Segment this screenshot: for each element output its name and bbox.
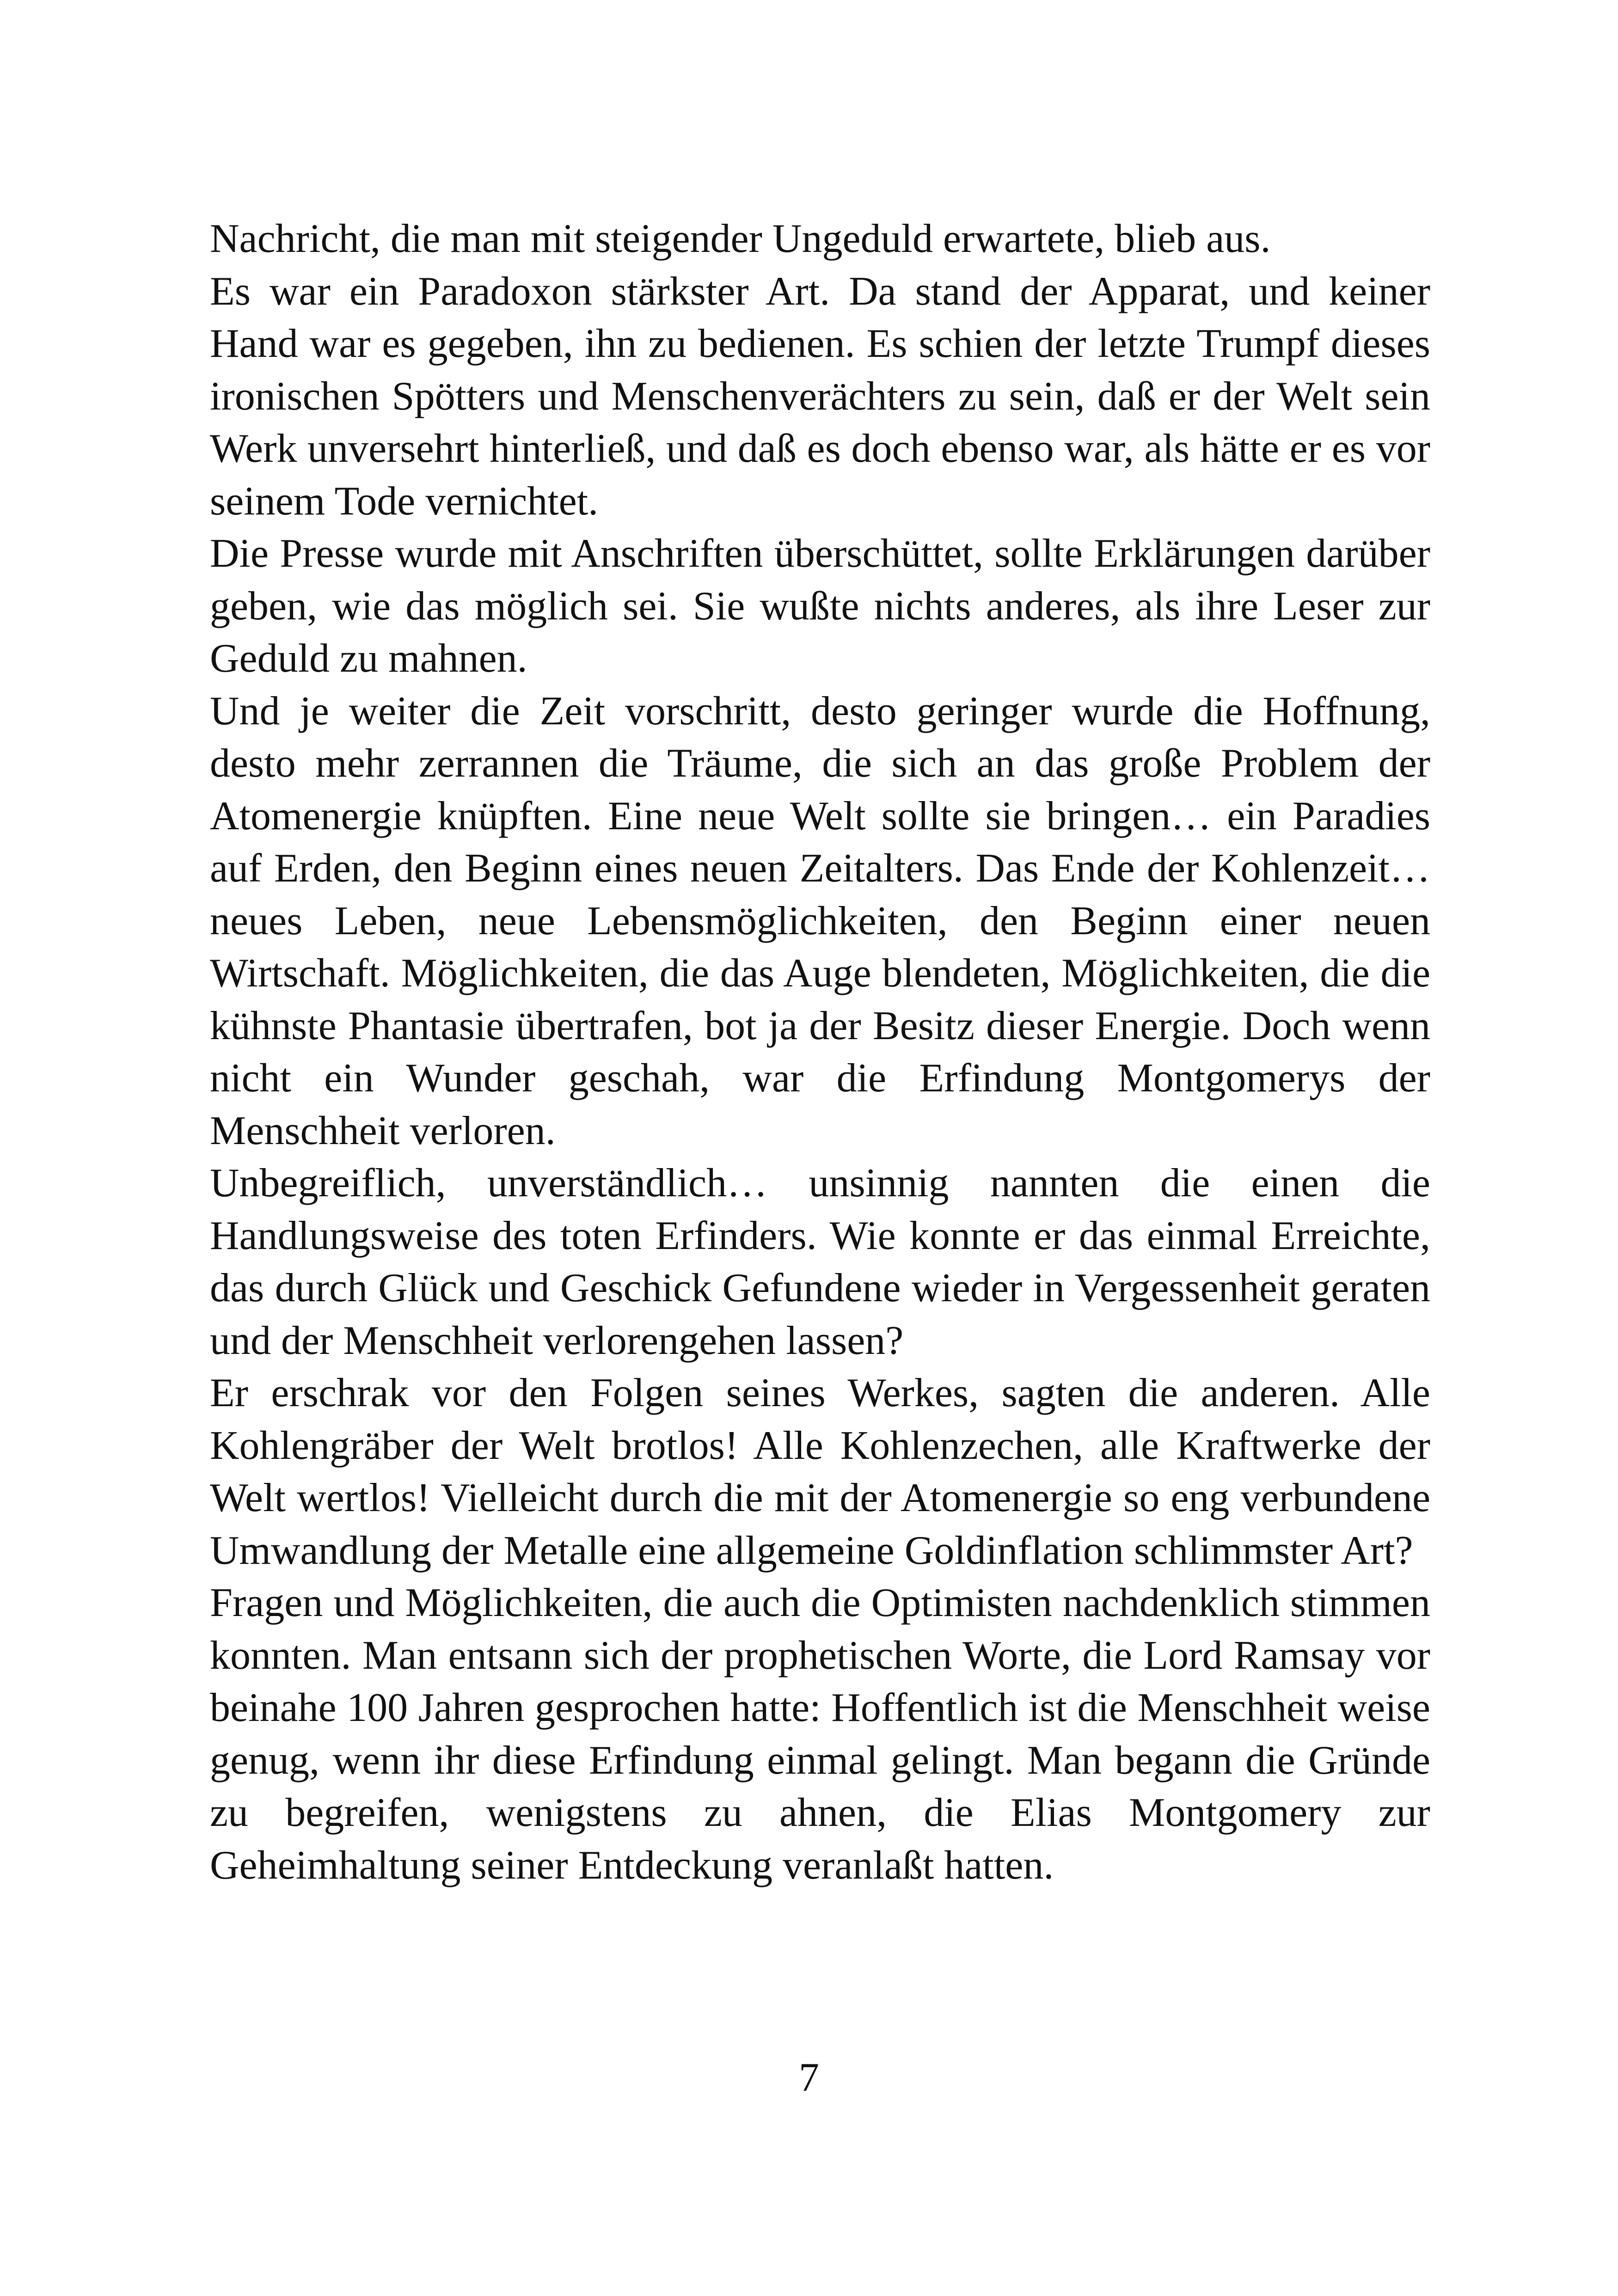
- paragraph-7: Fragen und Möglichkeiten, die auch die Optimisten nachdenklich stimmen konnten. Man entsann sich der prophetischen Worte, die Lord Ramsay vor beinahe 100 Jahren gesprochen hatte: Hoffentlich ist die Menschheit weise genug, wenn ihr diese Erfindung einmal gelingt. Man begann die Gründe zu begreifen, wenigstens zu ahnen, die Elias Montgomery zur Geheimhaltung seiner Entdeckung veranlaßt hatten.: [210, 1580, 1430, 1888]
- body-text: [210, 213, 1430, 1892]
- paragraph-1: Nachricht, die man mit steigender Ungeduld erwartete, blieb aus.: [210, 216, 1271, 261]
- paragraph-4: Und je weiter die Zeit vorschritt, desto geringer wurde die Hoffnung, desto mehr zerrannen die Träume, die sich an das große Problem der Atomenergie knüpften. Eine neue Welt sollte sie bringen… ein Paradies auf Erden, den Beginn eines neuen Zeitalters. Das Ende der Kohlenzeit… neues Leben, neue Lebensmöglichkeiten, den Beginn einer neuen Wirtschaft. Möglichkeiten, die das Auge blendeten, Möglichkeiten, die die kühnste Phantasie übertrafen, bot ja der Besitz dieser Energie. Doch wenn nicht ein Wunder geschah, war die Erfindung Montgomerys der Menschheit verloren.: [210, 688, 1430, 1153]
- paragraph-3: Die Presse wurde mit Anschriften überschüttet, sollte Erklärungen darüber geben, wie das möglich sei. Sie wußte nichts anderes, als ihre Leser zur Geduld zu mahnen.: [210, 531, 1430, 681]
- paragraph-6: Er erschrak vor den Folgen seines Werkes, sagten die anderen. Alle Kohlengräber der Welt brotlos! Alle Kohlenzechen, alle Kraftwerke der Welt wertlos! Vielleicht durch die mit der Atomenergie so eng verbundene Umwandlung der Metalle eine allgemeine Goldinflation schlimmster Art?: [210, 1371, 1430, 1573]
- page-number: 7: [799, 2055, 819, 2100]
- paragraph-5: Unbegreiflich, unverständlich… unsinnig nannten die einen die Handlungsweise des toten Erfinders. Wie konnte er das einmal Erreichte, das durch Glück und Geschick Gefundene wieder in Vergessenheit geraten und der Menschheit verlorengehen lassen?: [210, 1161, 1430, 1363]
- paragraph-2: Es war ein Paradoxon stärkster Art. Da stand der Apparat, und keiner Hand war es gegeben, ihn zu bedienen. Es schien der letzte Trumpf dieses ironischen Spötters und Menschenverächters zu sein, daß er der Welt sein Werk unversehrt hinterließ, und daß es doch ebenso war, als hätte er es vor seinem Tode vernichtet.: [210, 269, 1430, 524]
